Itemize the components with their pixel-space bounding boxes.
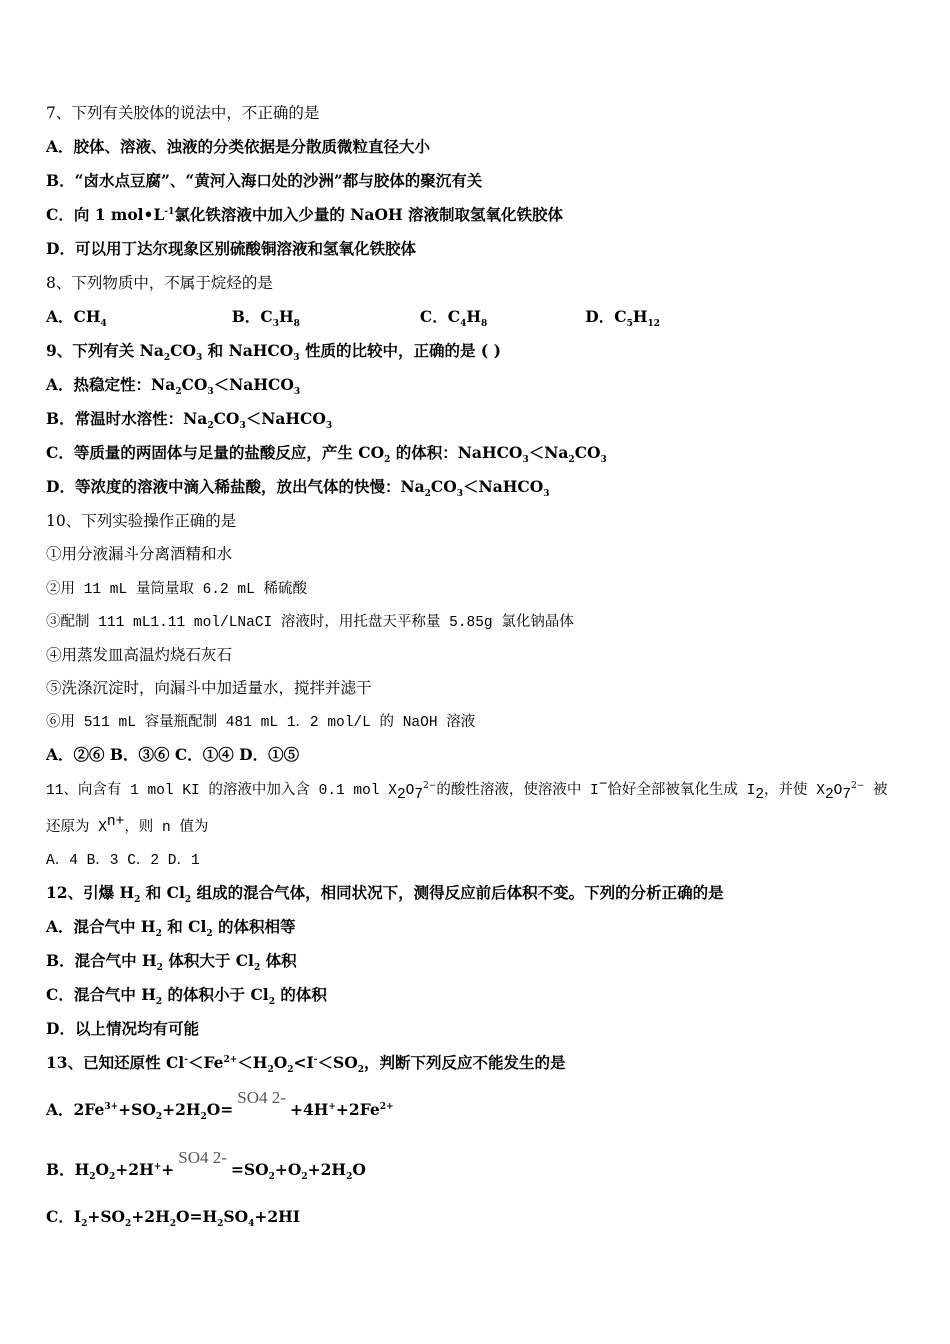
text-segment: 3 xyxy=(293,387,301,398)
text-line xyxy=(46,341,501,364)
text-segment: 2 xyxy=(184,895,192,906)
text-segment: 的酸性溶液，使溶液中 I xyxy=(436,783,599,799)
text-segment: ，则 n 值为 xyxy=(124,820,209,836)
text-segment: 2 xyxy=(384,455,391,466)
text-segment: 2 xyxy=(163,353,171,364)
text-line xyxy=(46,171,482,191)
text-segment: 12 xyxy=(647,319,661,330)
text-segment: +2H xyxy=(307,1160,347,1179)
text-segment: 的体积相等 xyxy=(212,917,296,936)
text-segment: 的体积 xyxy=(274,985,327,1004)
text-segment: 2 xyxy=(268,997,275,1008)
text-line xyxy=(46,985,327,1008)
text-segment: ＜NaHCO xyxy=(213,375,294,394)
text-segment: CO xyxy=(213,409,240,428)
text-segment: 和 NaHCO xyxy=(202,341,294,360)
text-segment: ，判断下列反应不能发生的是 xyxy=(363,1053,566,1072)
text-segment: - xyxy=(313,1054,318,1065)
text-segment: 2− xyxy=(851,780,865,791)
text-segment: 体积大于 Cl xyxy=(162,951,254,970)
text-segment: 12、引爆 H xyxy=(46,883,135,902)
text-line xyxy=(46,917,296,940)
text-segment: 2 xyxy=(200,1112,207,1123)
text-line xyxy=(46,1207,301,1230)
text-segment: CO xyxy=(181,375,208,394)
text-segment: 4 xyxy=(100,319,107,330)
text-segment: ，并使 X xyxy=(764,783,825,799)
text-segment: 还原为 X xyxy=(46,820,107,836)
text-segment: - xyxy=(184,1054,188,1065)
sulfate-ion-formula: SO4 2- xyxy=(237,1088,286,1107)
text-segment: O xyxy=(405,783,415,799)
text-segment: +2HI xyxy=(254,1207,301,1226)
text-segment: 2 xyxy=(109,1172,116,1183)
text-segment: 7、下列有关胶体的说法中，不正确的是 xyxy=(46,104,320,122)
text-segment: 3 xyxy=(456,489,464,500)
text-line xyxy=(46,611,574,633)
text-segment: 2 xyxy=(824,787,834,804)
text-segment: 2 xyxy=(301,1172,308,1183)
text-segment: 组成的混合气体，相同状况下，测得反应前后体积不变。下列的分析正确的是 xyxy=(191,883,724,902)
text-segment: 2 xyxy=(357,1065,364,1076)
text-segment: 2 xyxy=(89,1172,96,1183)
text-segment: +4H xyxy=(289,1100,329,1119)
text-segment: +2H xyxy=(131,1207,170,1226)
text-segment: B．常温时水溶性：Na xyxy=(46,409,208,428)
text-segment: H xyxy=(632,307,648,326)
text-segment: 11、向含有 1 mol KI 的溶液中加入含 0.1 mol X xyxy=(46,783,397,799)
text-segment: + xyxy=(153,1161,162,1172)
text-segment: 和 Cl xyxy=(161,917,207,936)
text-segment: ＜Na xyxy=(528,443,569,462)
text-line xyxy=(46,776,888,804)
text-line xyxy=(46,544,232,564)
text-segment: 3 xyxy=(207,387,214,398)
text-segment: ⑥用 511 mL 容量瓶配制 481 mL 1．2 mol/L 的 NaOH 溶液 xyxy=(46,715,476,731)
text-line xyxy=(46,1148,366,1183)
text-line xyxy=(46,745,299,765)
text-segment: 被 xyxy=(864,783,888,799)
text-segment: CO xyxy=(430,477,457,496)
text-segment: D．可以用丁达尔现象区别硫酸铜溶液和氢氧化铁胶体 xyxy=(46,239,416,258)
text-line xyxy=(46,307,661,330)
text-line xyxy=(46,645,232,665)
text-segment: 氯化铁溶液中加入少量的 NaOH 溶液制取氢氧化铁胶体 xyxy=(174,205,564,224)
text-segment: C．I xyxy=(46,1207,82,1226)
text-segment: n+ xyxy=(106,813,125,830)
text-segment: O= xyxy=(206,1100,234,1119)
text-segment: A．CH xyxy=(46,307,101,326)
text-segment: H xyxy=(278,307,294,326)
text-segment: 3 xyxy=(325,421,333,432)
text-segment: 2− xyxy=(423,780,437,791)
text-segment: 3+ xyxy=(104,1101,119,1112)
text-segment: A．混合气中 H xyxy=(46,917,156,936)
text-segment: + xyxy=(328,1101,336,1112)
text-line xyxy=(46,849,200,871)
text-line xyxy=(46,678,372,698)
text-segment: 3 xyxy=(543,489,550,500)
text-segment: 2 xyxy=(81,1219,88,1230)
text-segment: B．混合气中 H xyxy=(46,951,157,970)
text-segment: 3 xyxy=(522,455,529,466)
text-segment: A．4 B．3 C．2 D．1 xyxy=(46,853,200,869)
text-line xyxy=(46,477,550,500)
text-segment: CO xyxy=(170,341,197,360)
text-segment: 体积 xyxy=(260,951,297,970)
text-segment: 2 xyxy=(424,489,431,500)
text-segment: C．向 1 mol•L xyxy=(46,205,165,224)
text-segment: ＜NaHCO xyxy=(463,477,544,496)
text-segment: B．H xyxy=(46,1160,90,1179)
text-segment: 4 xyxy=(460,319,467,330)
text-segment: D．C xyxy=(585,307,627,326)
text-segment: 8 xyxy=(481,319,488,330)
text-segment: A．胶体、溶液、浊液的分类依据是分散质微粒直径大小 xyxy=(46,137,431,156)
text-line xyxy=(46,205,563,225)
text-line xyxy=(46,409,333,432)
text-segment: + xyxy=(161,1160,175,1179)
text-line xyxy=(46,813,209,838)
text-segment: 2 xyxy=(253,963,261,974)
text-segment: 2 xyxy=(175,387,182,398)
text-segment: 2 xyxy=(267,1065,274,1076)
text-segment: -1 xyxy=(164,206,175,217)
text-segment: A．2Fe xyxy=(46,1100,105,1119)
text-segment: 2 xyxy=(287,1065,294,1076)
text-segment: O xyxy=(833,783,843,799)
text-segment: 性质的比较中，正确的是 ( ) xyxy=(299,341,501,360)
text-line xyxy=(46,951,297,974)
text-segment: ③配制 111 mL1.11 mol/LNaCI 溶液时，用托盘天平称量 5.85g 氯化钠晶体 xyxy=(46,615,574,631)
text-segment: 2 xyxy=(755,787,765,804)
text-segment: +SO xyxy=(87,1207,126,1226)
text-segment: 2 xyxy=(206,929,213,940)
text-segment: C．混合气中 H xyxy=(46,985,156,1004)
text-line xyxy=(46,103,319,123)
text-segment: ＜NaHCO xyxy=(245,409,326,428)
text-segment: 8、下列物质中，不属于烷烃的是 xyxy=(46,274,273,292)
text-segment: =SO xyxy=(230,1160,269,1179)
text-segment: 4 xyxy=(248,1219,255,1230)
text-line xyxy=(46,375,301,398)
text-segment: +O xyxy=(274,1160,302,1179)
text-segment: B．C xyxy=(231,307,273,326)
text-segment: 2 xyxy=(268,1172,275,1183)
text-line xyxy=(46,711,475,733)
text-segment: ⑤洗涤沉淀时，向漏斗中加适量水，搅拌并滤干 xyxy=(46,679,372,697)
text-segment: +2Fe xyxy=(335,1100,380,1119)
text-segment: 8 xyxy=(293,319,300,330)
text-segment: 2 xyxy=(155,997,163,1008)
text-segment: 3 xyxy=(196,353,203,364)
text-segment: ＜SO xyxy=(317,1053,358,1072)
text-segment: O=H xyxy=(176,1207,218,1226)
text-line xyxy=(46,239,416,259)
text-segment: 5 xyxy=(626,319,633,330)
text-segment: 2 xyxy=(568,455,575,466)
text-segment: 和 Cl xyxy=(140,883,185,902)
text-segment: ④用蒸发皿高温灼烧石灰石 xyxy=(46,646,233,664)
text-segment: D．以上情况均有可能 xyxy=(46,1019,199,1038)
text-line xyxy=(46,1019,199,1039)
text-segment: A．②⑥ B．③⑥ C．①④ D．①⑤ xyxy=(46,745,300,764)
text-segment: 的体积：NaHCO xyxy=(390,443,523,462)
text-segment: ①用分液漏斗分离酒精和水 xyxy=(46,545,233,563)
text-segment: CO xyxy=(574,443,601,462)
text-segment: 10、下列实验操作正确的是 xyxy=(46,512,237,530)
text-segment: 2 xyxy=(169,1219,176,1230)
text-segment: O xyxy=(352,1160,366,1179)
text-segment: 7 xyxy=(842,787,852,804)
text-segment: 13、已知还原性 Cl xyxy=(46,1053,185,1072)
text-segment: 2 xyxy=(156,963,163,974)
text-segment: 的体积小于 Cl xyxy=(162,985,269,1004)
text-line xyxy=(46,443,607,466)
text-segment: 3 xyxy=(293,353,300,364)
text-line xyxy=(46,273,273,293)
text-segment: ＜H xyxy=(237,1053,268,1072)
text-segment: 9、下列有关 Na xyxy=(46,341,164,360)
text-segment: +SO xyxy=(118,1100,156,1119)
text-segment: 2 xyxy=(396,787,406,804)
text-segment: ②用 11 mL 量筒量取 6.2 mL 稀硫酸 xyxy=(46,582,308,598)
text-segment: 2 xyxy=(134,895,141,906)
text-segment: 3 xyxy=(239,421,246,432)
text-line xyxy=(46,1088,394,1123)
text-segment: B．“卤水点豆腐”、“黄河入海口处的沙洲”都与胶体的聚沉有关 xyxy=(46,171,483,190)
text-segment: 恰好全部被氧化生成 I xyxy=(607,783,756,799)
text-segment: H xyxy=(466,307,482,326)
text-segment: <I xyxy=(293,1053,314,1072)
text-segment: D．等浓度的溶液中滴入稀盐酸，放出气体的快慢：Na xyxy=(46,477,425,496)
text-segment: 2 xyxy=(346,1172,353,1183)
text-line xyxy=(46,137,430,157)
text-segment: A．热稳定性：Na xyxy=(46,375,176,394)
text-segment: C．C xyxy=(419,307,461,326)
text-segment: 3 xyxy=(272,319,279,330)
text-segment: 7 xyxy=(414,787,424,804)
text-segment: SO xyxy=(223,1207,249,1226)
text-segment: 2+ xyxy=(379,1101,394,1112)
text-segment: +2H xyxy=(162,1100,201,1119)
text-segment: − xyxy=(598,776,608,793)
text-segment: 3 xyxy=(600,455,607,466)
text-segment: 2+ xyxy=(223,1054,238,1065)
text-line xyxy=(46,578,307,600)
text-segment: 2 xyxy=(217,1219,224,1230)
text-segment: 2 xyxy=(155,929,162,940)
text-segment: ＜Fe xyxy=(187,1053,224,1072)
text-segment: 2 xyxy=(207,421,214,432)
text-segment: 2 xyxy=(125,1219,132,1230)
text-line xyxy=(46,1053,566,1076)
text-line xyxy=(46,883,724,906)
text-segment: O xyxy=(95,1160,110,1179)
text-segment: +2H xyxy=(115,1160,154,1179)
text-segment: C．等质量的两固体与足量的盐酸反应，产生 CO xyxy=(46,443,385,462)
sulfate-ion-formula: SO4 2- xyxy=(178,1148,227,1167)
text-line xyxy=(46,511,236,531)
text-segment: 2 xyxy=(155,1112,163,1123)
text-segment: O xyxy=(273,1053,288,1072)
